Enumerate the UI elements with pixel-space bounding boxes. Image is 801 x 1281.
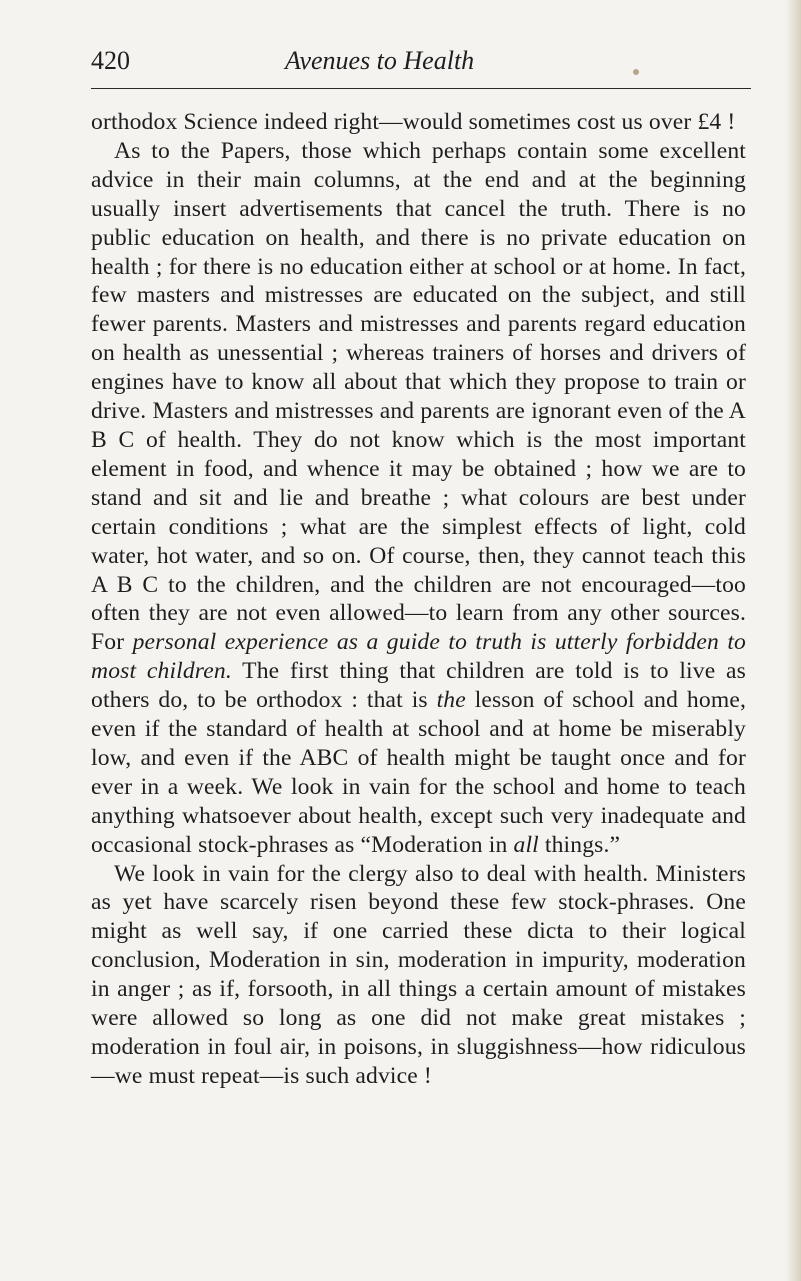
paragraph-2-continuation: The first thing that children are told is to live as others do, to be orthodox : that is: [91, 658, 746, 714]
paragraph-2-end: things.”: [538, 831, 621, 858]
page-header: [91, 46, 751, 82]
header-rule: [91, 88, 751, 89]
page-number: 420: [91, 46, 130, 75]
paragraph-2-emphasis-all: all: [513, 831, 539, 858]
ornament-dot: [633, 69, 639, 75]
paragraph-2-lead: For: [91, 629, 133, 656]
paragraph-3-text: We look in vain for the clergy also to deal with health. Ministers as yet have scarcely risen beyond these few stock-phrases. One might as well say, if one carried these dicta to their logical conclusion, Moderation in sin, moderation in impurity, moderation in anger ; as if, forsooth, in all things a certain amount of mistakes were allowed so long as one did not make great mistakes ; moderation in foul air, in poisons, in sluggishness—how ridiculous—we must repeat—is such advice !: [91, 860, 746, 1089]
body-text: [91, 108, 746, 1091]
page-edge-shadow: [785, 0, 801, 1281]
paragraph-education: [91, 137, 746, 860]
paragraph-2-continuation-b: lesson of school and home, even if the standard of health at school and at home be miserably low, and even if the ABC of health might be taught once and for ever in a week. We look in vain for the school and home to teach anything whatsoever about health, except such very inadequate and occasional stock-phrases as “Moderation in: [91, 687, 746, 858]
paragraph-clergy: [91, 860, 746, 1091]
paragraph-2-emphasis-the: the: [436, 687, 466, 714]
paragraph-continued: [91, 108, 746, 137]
paragraph-1-text: orthodox Science indeed right—would sometimes cost us over £4 !: [91, 109, 736, 135]
paragraph-2-text: As to the Papers, those which perhaps contain some excellent advice in their main columns, at the end and at the beginning usually insert advertisements that cancel the truth. There is no public education on health, and there is no private education on health ; for there is no education either at school or at home. In fact, few masters and mistresses are educated on the subject, and still fewer parents. Masters and mistresses and parents regard education on health as unessential ; whereas trainers of horses and drivers of engines have to know all about that which they propose to train or drive. Masters and mistresses and parents are ignorant even of the A B C of health. They do not know which is the most important element in food, and whence it may be obtained ; how we are to stand and sit and lie and breathe ; what colours are best under certain conditions ; what are the simplest effects of light, cold water, hot water, and so on. Of course, then, they cannot teach this A B C to the children, and the children are not encouraged—too often they are not even allowed—to learn from any other sources.: [91, 137, 746, 627]
paragraph-2-emphasis: personal experience as a guide to truth is utterly forbidden to most children.: [91, 629, 746, 685]
running-title: Avenues to Health: [285, 46, 475, 75]
